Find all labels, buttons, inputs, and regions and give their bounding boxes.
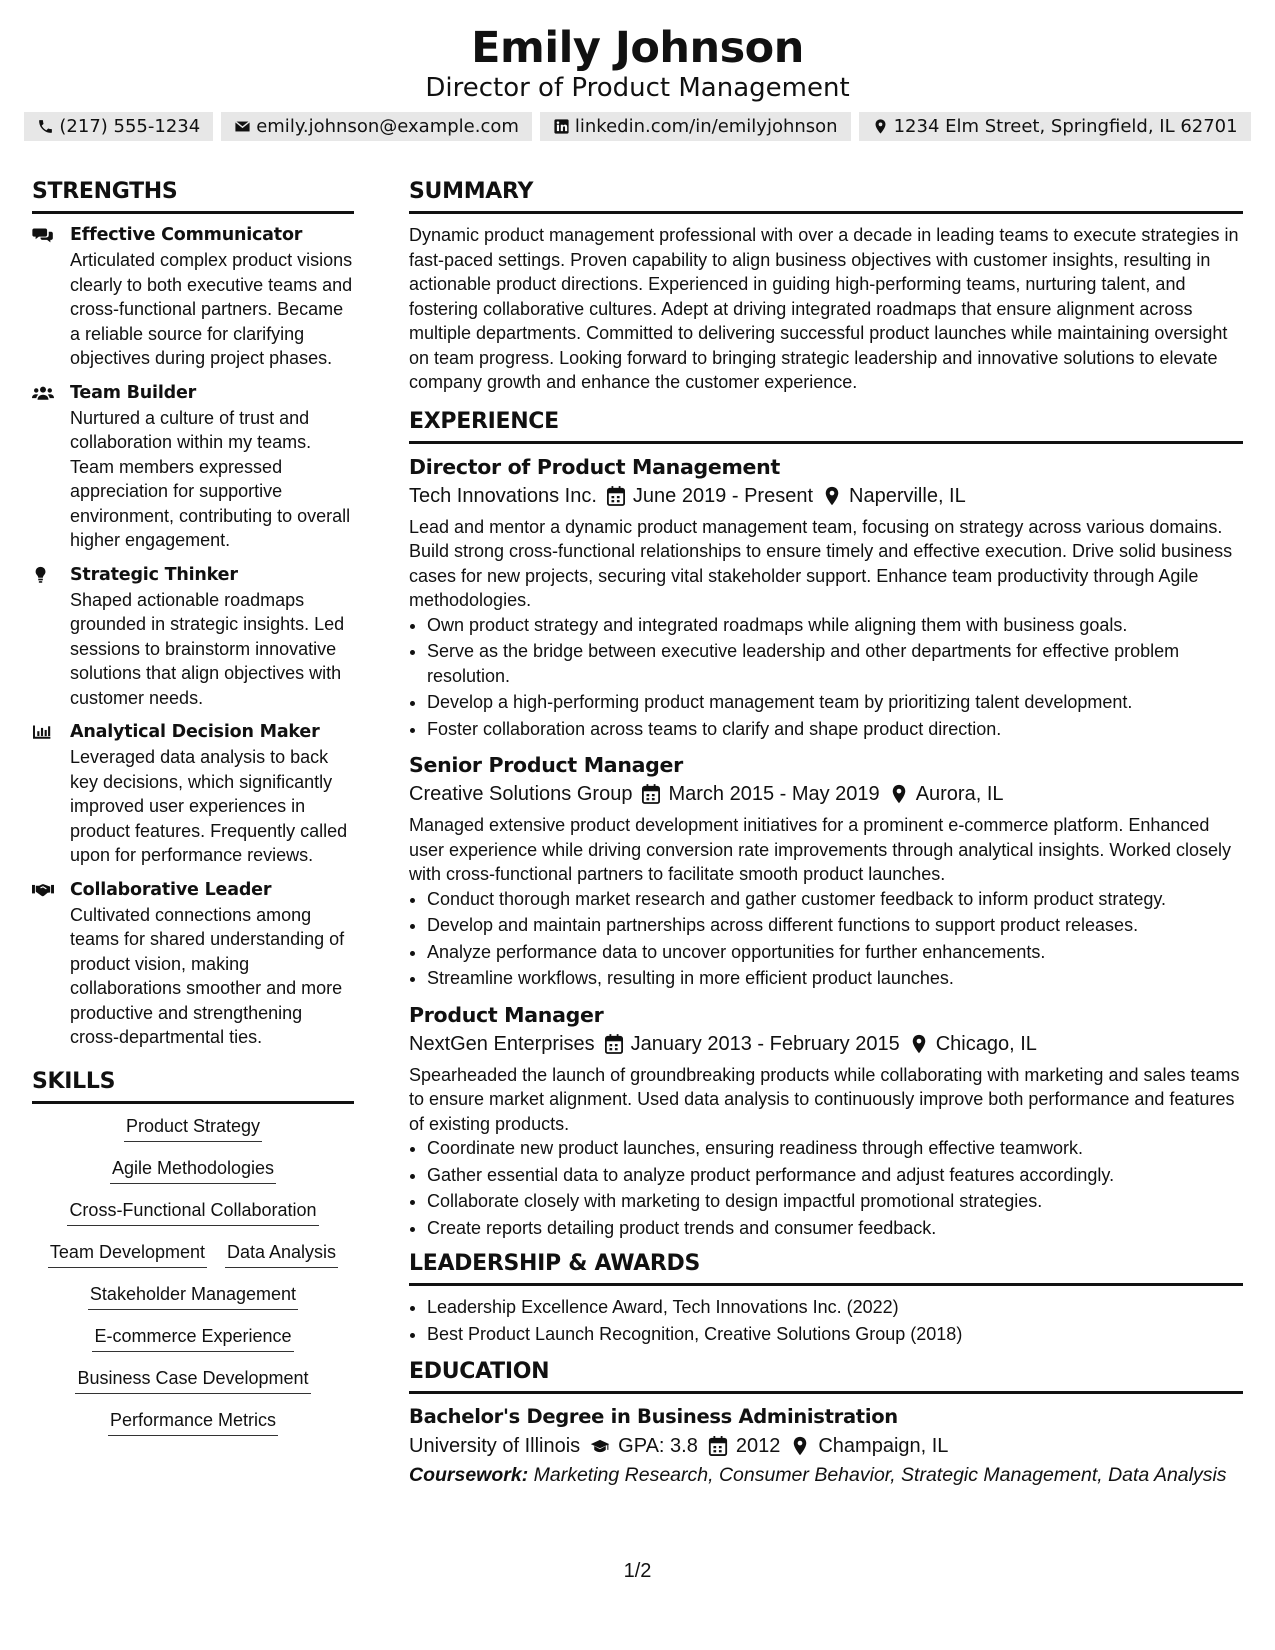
- bar-chart-icon: [32, 723, 54, 741]
- coursework-label: Coursework:: [409, 1464, 529, 1486]
- address-text: 1234 Elm Street, Springfield, IL 62701: [893, 116, 1238, 137]
- resume-header: [0, 22, 1275, 141]
- strength-title: Collaborative Leader: [70, 879, 272, 900]
- calendar-icon: [642, 784, 660, 804]
- list-item: • Create reports detailing product trends and consumer feedback.: [427, 1216, 1243, 1241]
- leadership-heading: LEADERSHIP & AWARDS: [409, 1250, 1243, 1286]
- linkedin-text: linkedin.com/in/emilyjohnson: [574, 116, 838, 137]
- strength-item: [32, 878, 354, 1050]
- skill-tag: Business Case Development: [75, 1365, 310, 1394]
- job-bullets: [409, 613, 1243, 742]
- strength-title: Effective Communicator: [70, 225, 303, 245]
- job-title: Director of Product Management: [409, 454, 780, 479]
- skill-tag: Cross-Functional Collaboration: [67, 1197, 318, 1226]
- location-icon: [910, 1034, 928, 1054]
- skill-tag: Data Analysis: [225, 1239, 338, 1268]
- skill-tag: Agile Methodologies: [110, 1155, 276, 1184]
- skill-tag: Product Strategy: [124, 1113, 262, 1142]
- job-meta: [409, 481, 1243, 511]
- strength-desc: Shaped actionable roadmaps grounded in strategic insights. Led sessions to brainstorm innovative solutions that align objectives with customer needs.: [70, 589, 345, 708]
- skill-tag: E-commerce Experience: [92, 1323, 293, 1352]
- job-bullets: [409, 1136, 1243, 1240]
- skills-list: [32, 1113, 354, 1436]
- school-name: University of Illinois: [409, 1435, 581, 1457]
- strength-item: [32, 720, 354, 868]
- candidate-name: Emily Johnson: [471, 23, 804, 73]
- location-icon: [790, 1436, 810, 1456]
- job-description: Lead and mentor a dynamic product management team, focusing on strategy across various domains. Build strong cross-functional relationships to ensure timely and effective execution. Drive solid business cases for new projects, securing vital stakeholder support. Enhance team productivity through Agile methodologies.: [409, 516, 1233, 610]
- job-entry: [409, 1001, 1243, 1241]
- job-location: Naperville, IL: [849, 484, 966, 507]
- strength-title: Analytical Decision Maker: [70, 722, 320, 742]
- skill-tag: Team Development: [48, 1239, 207, 1268]
- summary-heading: SUMMARY: [409, 178, 1243, 214]
- list-item: • Foster collaboration across teams to clarify and shape product direction.: [427, 717, 1243, 742]
- lightbulb-icon: [32, 566, 54, 584]
- graduation-year: 2012: [735, 1435, 781, 1457]
- job-title: Senior Product Manager: [409, 753, 683, 777]
- skill-tag: Stakeholder Management: [88, 1281, 298, 1310]
- list-item: • Own product strategy and integrated roadmaps while aligning them with business goals.: [427, 613, 1243, 638]
- calendar-icon: [607, 486, 625, 506]
- phone-icon: [37, 118, 54, 135]
- job-entry: [409, 751, 1243, 991]
- job-meta: [409, 1029, 1243, 1059]
- phone-text: (217) 555-1234: [59, 116, 201, 137]
- job-dates: March 2015 - May 2019: [668, 783, 880, 805]
- calendar-icon: [708, 1436, 728, 1456]
- awards-list: [409, 1295, 1243, 1346]
- job-company: Tech Innovations Inc.: [409, 484, 597, 507]
- contact-address: [859, 112, 1251, 141]
- strength-title: Strategic Thinker: [70, 564, 238, 585]
- summary-text: Dynamic product management professional with over a decade in leading teams to execute strategies in fast-paced settings. Proven capability to align business objectives with customer insights, resulting in actionable product directions. Experienced in guiding high-performing teams, nurturing talent, and fostering collaborative cultures. Adept at driving integrated roadmaps that ensure alignment across multiple departments. Committed to delivering successful product launches while maintaining oversight on team progress. Looking forward to bringing strategic leadership and innovative solutions to elevate company growth and enhance the customer experience.: [409, 225, 1239, 392]
- job-dates: June 2019 - Present: [632, 484, 814, 507]
- list-item: • Collaborate closely with marketing to design impactful promotional strategies.: [427, 1189, 1243, 1214]
- list-item: • Analyze performance data to uncover opportunities for further enhancements.: [427, 940, 1243, 965]
- list-item: • Develop a high-performing product management team by prioritizing talent development.: [427, 690, 1243, 715]
- skill-tag: Performance Metrics: [108, 1407, 278, 1436]
- location-icon: [823, 486, 841, 506]
- strength-item: [32, 563, 354, 711]
- right-column: [409, 178, 1243, 1488]
- handshake-icon: [32, 881, 54, 899]
- list-item: • Develop and maintain partnerships across different functions to support product releases.: [427, 913, 1243, 938]
- list-item: • Coordinate new product launches, ensuring readiness through effective teamwork.: [427, 1136, 1243, 1161]
- job-company: NextGen Enterprises: [409, 1032, 595, 1055]
- job-description: Managed extensive product development initiatives for a prominent e-commerce platform. Enhanced user experience while driving conversion rate improvements through analytical insights. Worked closely with cross-functional partners to facilitate smooth product launches.: [409, 815, 1232, 884]
- list-item: • Conduct thorough market research and gather customer feedback to inform product strategy.: [427, 887, 1243, 912]
- envelope-icon: [234, 118, 251, 135]
- linkedin-icon: [553, 118, 570, 135]
- list-item: • Leadership Excellence Award, Tech Innovations Inc. (2022): [427, 1295, 1243, 1320]
- left-column: [32, 178, 354, 1449]
- list-item: • Serve as the bridge between executive leadership and other departments for effective problem resolution.: [427, 639, 1243, 688]
- strength-item: [32, 223, 354, 371]
- calendar-icon: [605, 1034, 623, 1054]
- job-entry: [409, 453, 1243, 742]
- list-item: • Best Product Launch Recognition, Creative Solutions Group (2018): [427, 1322, 1243, 1347]
- job-title: Product Manager: [409, 1002, 604, 1027]
- experience-heading: EXPERIENCE: [409, 408, 1243, 444]
- job-meta: [409, 779, 1243, 809]
- degree-title: Bachelor's Degree in Business Administration: [409, 1405, 898, 1428]
- contact-email[interactable]: [221, 112, 532, 141]
- contact-linkedin[interactable]: [540, 112, 851, 141]
- education-heading: EDUCATION: [409, 1358, 1243, 1394]
- job-description: Spearheaded the launch of groundbreaking products while collaborating with marketing and sales teams to ensure market alignment. Used data analysis to continuously improve both performance and features of existing products.: [409, 1064, 1240, 1134]
- strength-item: [32, 381, 354, 553]
- page-number: 1/2: [623, 1560, 652, 1582]
- job-location: Aurora, IL: [915, 783, 1004, 805]
- location-icon: [890, 784, 908, 804]
- candidate-title: Director of Product Management: [425, 73, 850, 103]
- coursework-list: Marketing Research, Consumer Behavior, Strategic Management, Data Analysis: [533, 1464, 1227, 1486]
- contact-bar: [0, 112, 1275, 141]
- strength-desc: Cultivated connections among teams for shared understanding of product vision, making collaborations smoother and more productive and strengthening cross-departmental ties.: [70, 904, 345, 1047]
- school-location: Champaign, IL: [818, 1435, 949, 1457]
- list-item: • Streamline workflows, resulting in more efficient product launches.: [427, 966, 1243, 991]
- users-icon: [32, 384, 54, 402]
- strengths-heading: STRENGTHS: [32, 178, 354, 214]
- education-meta: [409, 1431, 1243, 1461]
- comments-icon: [32, 226, 54, 244]
- contact-phone: [24, 112, 213, 141]
- job-bullets: [409, 887, 1243, 991]
- coursework: [409, 1463, 1243, 1488]
- email-text: emily.johnson@example.com: [256, 116, 519, 137]
- skills-heading: SKILLS: [32, 1068, 354, 1104]
- strength-title: Team Builder: [70, 382, 197, 403]
- strength-desc: Leveraged data analysis to back key decisions, which significantly improved user experiences in product features. Frequently called upon for performance reviews.: [70, 747, 348, 865]
- job-company: Creative Solutions Group: [409, 783, 633, 805]
- gpa-text: GPA: 3.8: [618, 1435, 698, 1457]
- location-icon: [872, 118, 889, 135]
- graduation-cap-icon: [590, 1436, 610, 1456]
- strength-desc: Nurtured a culture of trust and collaboration within my teams. Team members expressed appreciation for supportive environment, contributing to overall higher engagement.: [70, 407, 351, 550]
- job-location: Chicago, IL: [935, 1032, 1037, 1055]
- strength-desc: Articulated complex product visions clearly to both executive teams and cross-functional partners. Became a reliable source for clarifying objectives during project phases.: [70, 250, 353, 368]
- job-dates: January 2013 - February 2015: [630, 1032, 900, 1055]
- list-item: • Gather essential data to analyze product performance and adjust features accordingly.: [427, 1163, 1243, 1188]
